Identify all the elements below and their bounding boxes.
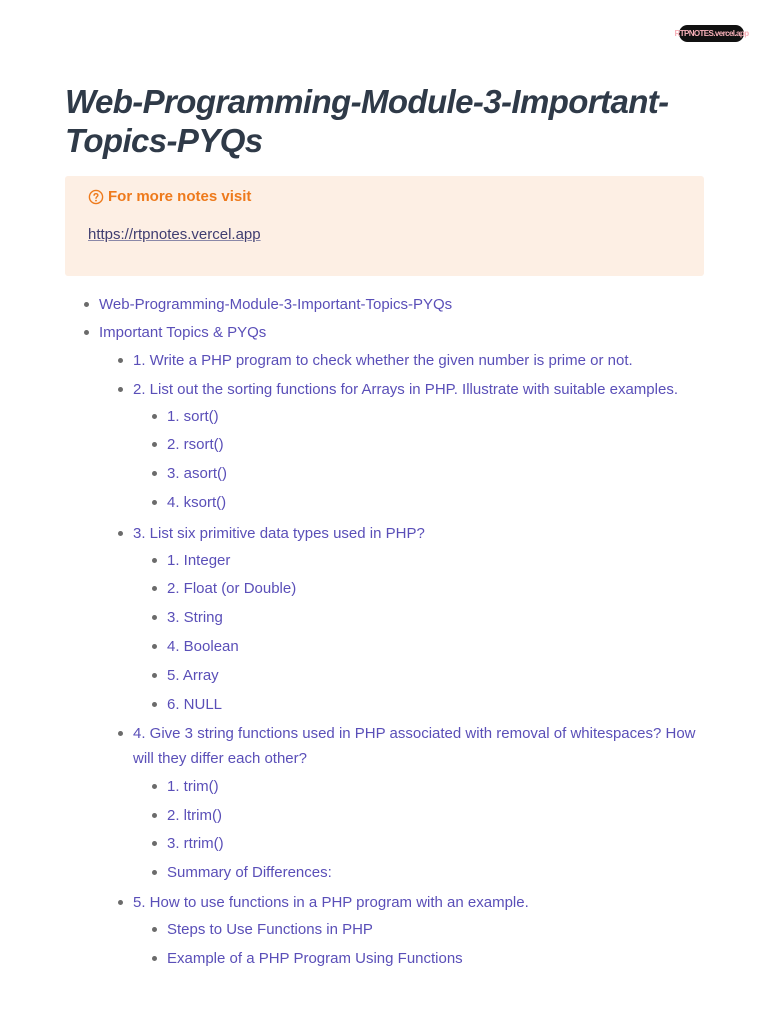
toc-item-asort[interactable]: 3. asort()	[167, 465, 228, 482]
bullet	[152, 644, 157, 649]
bullet	[152, 870, 157, 875]
toc-item-q1[interactable]: 1. Write a PHP program to check whether the given number is prime or not.	[133, 352, 633, 369]
bullet	[118, 900, 123, 905]
toc-item-trim[interactable]: 1. trim()	[167, 778, 219, 795]
toc-item-rsort[interactable]: 2. rsort()	[167, 436, 224, 453]
bullet	[152, 500, 157, 505]
bullet	[84, 330, 89, 335]
bullet	[152, 702, 157, 707]
toc-item-q2[interactable]: 2. List out the sorting functions for Arrays in PHP. Illustrate with suitable examples.	[133, 381, 678, 398]
bullet	[152, 813, 157, 818]
toc-item-q5[interactable]: 5. How to use functions in a PHP program with an example.	[133, 894, 529, 911]
bullet	[152, 471, 157, 476]
notes-site-link[interactable]: https://rtpnotes.vercel.app	[88, 226, 261, 243]
toc-item-ltrim[interactable]: 2. ltrim()	[167, 807, 222, 824]
toc-item-string[interactable]: 3. String	[167, 609, 223, 626]
bullet	[152, 673, 157, 678]
bullet	[152, 927, 157, 932]
bullet	[84, 302, 89, 307]
toc-item-q4[interactable]: 4. Give 3 string functions used in PHP associated with removal of whitespaces? How will they differ each other?	[133, 725, 696, 767]
toc-item-null[interactable]: 6. NULL	[167, 696, 223, 713]
toc-item-array[interactable]: 5. Array	[167, 667, 219, 684]
bullet	[152, 586, 157, 591]
toc-item-rtrim[interactable]: 3. rtrim()	[167, 835, 224, 852]
bullet	[118, 387, 123, 392]
toc-item-float[interactable]: 2. Float (or Double)	[167, 580, 297, 597]
bullet	[118, 531, 123, 536]
toc-item-important-topics[interactable]: Important Topics & PYQs	[99, 324, 267, 341]
toc-item-sort[interactable]: 1. sort()	[167, 408, 219, 425]
bullet	[152, 558, 157, 563]
bullet	[152, 841, 157, 846]
toc-item-boolean[interactable]: 4. Boolean	[167, 638, 239, 655]
toc-item-example[interactable]: Example of a PHP Program Using Functions	[167, 950, 463, 967]
callout-heading-text: For more notes visit	[108, 188, 252, 205]
toc-item-title[interactable]: Web-Programming-Module-3-Important-Topics-PYQs	[99, 296, 453, 313]
bullet	[152, 414, 157, 419]
toc-item-summary[interactable]: Summary of Differences:	[167, 864, 332, 881]
toc-item-steps[interactable]: Steps to Use Functions in PHP	[167, 921, 373, 938]
bullet	[152, 615, 157, 620]
bullet	[118, 731, 123, 736]
page-title: Web-Programming-Module-3-Important-Topics-PYQs	[65, 83, 669, 159]
toc-item-ksort[interactable]: 4. ksort()	[167, 494, 227, 511]
bullet	[152, 442, 157, 447]
bullet	[152, 956, 157, 961]
site-badge[interactable]: RTPNOTES.vercel.app	[679, 25, 744, 42]
bullet	[118, 358, 123, 363]
toc-item-integer[interactable]: 1. Integer	[167, 552, 231, 569]
toc-item-q3[interactable]: 3. List six primitive data types used in PHP?	[133, 525, 425, 542]
bullet	[152, 784, 157, 789]
